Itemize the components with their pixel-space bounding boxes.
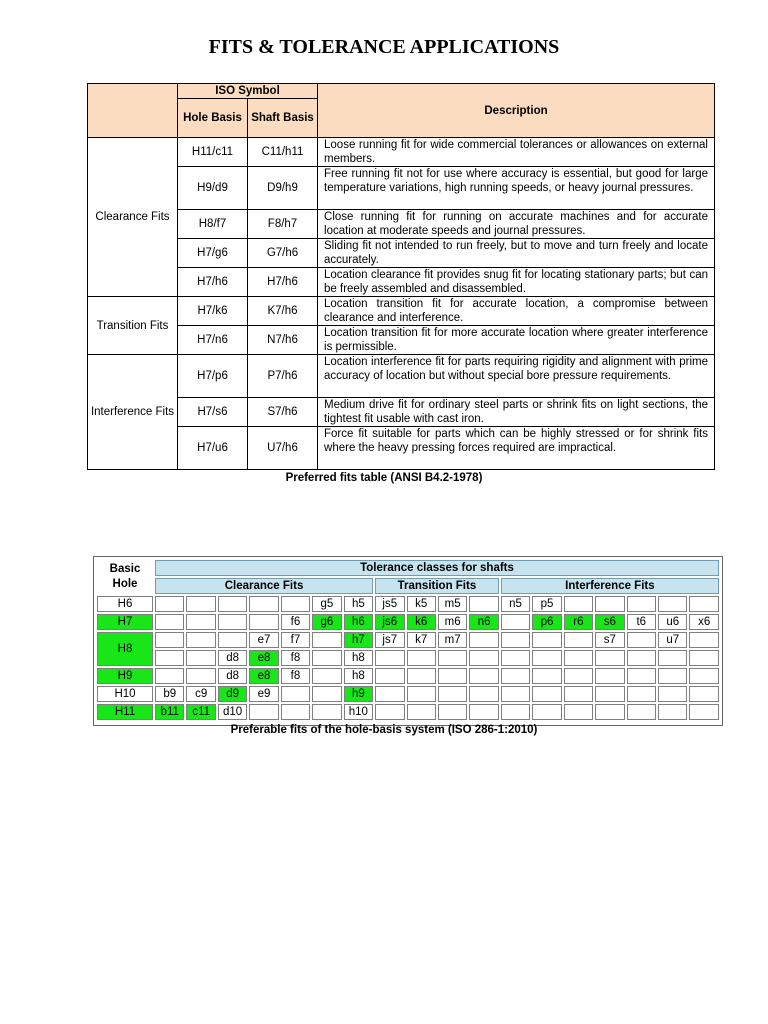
shaft-tolerance-cell xyxy=(281,704,310,720)
shaft-tolerance-cell: m5 xyxy=(438,596,467,612)
shaft-tolerance-cell: e9 xyxy=(249,686,278,702)
shaft-tolerance-cell xyxy=(564,632,593,648)
fit-row xyxy=(88,326,715,355)
shaft-tolerance-cell xyxy=(155,632,184,648)
shaft-tolerance-cell: e7 xyxy=(249,632,278,648)
shaft-tolerance-cell xyxy=(501,704,530,720)
shaft-tolerance-cell xyxy=(312,668,341,684)
shaft-tolerance-cell xyxy=(532,650,561,666)
basic-hole-cell: H11 xyxy=(97,704,153,720)
shaft-tolerance-cell xyxy=(312,686,341,702)
shaft-tolerance-cell xyxy=(532,632,561,648)
shaft-basis-code: D9/h9 xyxy=(248,167,318,210)
interference-fits-header: Interference Fits xyxy=(501,578,719,594)
shaft-tolerance-cell xyxy=(407,668,436,684)
shaft-tolerance-cell xyxy=(186,668,215,684)
shaft-tolerance-cell: d8 xyxy=(218,650,247,666)
shaft-tolerance-cell xyxy=(469,704,498,720)
shaft-tolerance-cell: f6 xyxy=(281,614,310,630)
shaft-tolerance-cell xyxy=(407,650,436,666)
fit-row xyxy=(88,239,715,268)
shaft-tolerance-cell xyxy=(689,650,719,666)
shaft-tolerance-cell xyxy=(689,668,719,684)
shaft-tolerance-cell xyxy=(595,704,624,720)
shaft-tolerance-cell: e8 xyxy=(249,668,278,684)
fit-description: Location transition fit for accurate location, a compromise between clearance and interference. xyxy=(318,297,715,326)
category-header xyxy=(88,84,178,138)
shaft-tolerance-cell xyxy=(249,704,278,720)
shaft-tolerance-cell xyxy=(438,668,467,684)
shaft-tolerance-cell: h10 xyxy=(344,704,373,720)
shaft-tolerance-cell: d9 xyxy=(218,686,247,702)
fit-description: Free running fit not for use where accuracy is essential, but good for large temperature variations, high running speeds, or heavy journal pressures. xyxy=(318,167,715,210)
shaft-basis-header: Shaft Basis xyxy=(248,99,318,138)
shaft-tolerance-cell xyxy=(595,668,624,684)
shaft-tolerance-cell xyxy=(249,614,278,630)
shaft-tolerance-cell xyxy=(186,596,215,612)
fit-description: Location clearance fit provides snug fit for locating stationary parts; but can be freely assembled and disassembled. xyxy=(318,268,715,297)
shaft-tolerance-cell xyxy=(595,650,624,666)
shaft-tolerance-cell: m6 xyxy=(438,614,467,630)
shaft-tolerance-cell xyxy=(155,668,184,684)
fit-row xyxy=(88,427,715,470)
shaft-tolerance-cell xyxy=(281,686,310,702)
shaft-tolerance-cell xyxy=(627,704,656,720)
shaft-tolerance-cell xyxy=(564,704,593,720)
shaft-tolerance-cell: u7 xyxy=(658,632,687,648)
clearance-fits-header: Clearance Fits xyxy=(155,578,373,594)
shaft-tolerance-cell: f8 xyxy=(281,650,310,666)
hole-row xyxy=(97,650,719,666)
shaft-tolerance-cell xyxy=(564,650,593,666)
shaft-tolerance-cell xyxy=(658,668,687,684)
shaft-tolerance-cell xyxy=(312,704,341,720)
hole-basis-code: H7/h6 xyxy=(178,268,248,297)
shaft-tolerance-cell xyxy=(186,614,215,630)
hole-basis-table xyxy=(95,558,721,722)
shaft-tolerance-cell xyxy=(532,704,561,720)
hole-row xyxy=(97,704,719,720)
shaft-tolerance-cell: js6 xyxy=(375,614,404,630)
fit-row xyxy=(88,355,715,398)
hole-basis-code: H7/n6 xyxy=(178,326,248,355)
shaft-tolerance-cell xyxy=(218,596,247,612)
fit-row xyxy=(88,210,715,239)
shaft-tolerance-cell xyxy=(564,596,593,612)
shaft-tolerance-cell xyxy=(375,668,404,684)
shaft-tolerance-cell xyxy=(501,632,530,648)
shaft-tolerance-cell: m7 xyxy=(438,632,467,648)
hole-basis-code: H7/p6 xyxy=(178,355,248,398)
hole-basis-caption: Preferable fits of the hole-basis system (ISO 286-1:2010) xyxy=(230,724,538,736)
shaft-tolerance-cell xyxy=(501,650,530,666)
fit-row xyxy=(88,297,715,326)
hole-basis-code: H7/s6 xyxy=(178,398,248,427)
shaft-tolerance-cell: g6 xyxy=(312,614,341,630)
shaft-tolerance-cell: e8 xyxy=(249,650,278,666)
fit-description: Medium drive fit for ordinary steel parts or shrink fits on light sections, the tightest fit usable with cast iron. xyxy=(318,398,715,427)
hole-row xyxy=(97,614,719,630)
shaft-tolerance-cell xyxy=(658,650,687,666)
shaft-tolerance-cell: d8 xyxy=(218,668,247,684)
hole-basis-code: H11/c11 xyxy=(178,138,248,167)
shaft-tolerance-cell xyxy=(595,686,624,702)
shaft-tolerance-cell xyxy=(186,632,215,648)
shaft-tolerance-cell xyxy=(155,596,184,612)
fit-description: Close running fit for running on accurate machines and for accurate location at moderate speeds and journal pressures. xyxy=(318,210,715,239)
fit-category: Clearance Fits xyxy=(88,138,178,297)
hole-basis-code: H7/g6 xyxy=(178,239,248,268)
shaft-tolerance-cell xyxy=(627,668,656,684)
shaft-tolerance-cell: p6 xyxy=(532,614,561,630)
shaft-basis-code: U7/h6 xyxy=(248,427,318,470)
shaft-tolerance-cell: s7 xyxy=(595,632,624,648)
shaft-tolerance-cell: js7 xyxy=(375,632,404,648)
shaft-tolerance-cell xyxy=(564,668,593,684)
hole-basis-code: H9/d9 xyxy=(178,167,248,210)
shaft-tolerance-cell: c11 xyxy=(186,704,215,720)
shaft-tolerance-cell xyxy=(501,668,530,684)
shaft-tolerance-cell: u6 xyxy=(658,614,687,630)
shaft-tolerance-cell xyxy=(595,596,624,612)
hole-row xyxy=(97,596,719,612)
basic-hole-cell: H6 xyxy=(97,596,153,612)
hole-row xyxy=(97,632,719,648)
fit-category: Interference Fits xyxy=(88,355,178,470)
shaft-tolerance-cell xyxy=(312,632,341,648)
fit-description: Force fit suitable for parts which can be highly stressed or for shrink fits where the heavy pressing forces required are impractical. xyxy=(318,427,715,470)
hole-basis-code: H7/u6 xyxy=(178,427,248,470)
shaft-tolerance-cell: h8 xyxy=(344,668,373,684)
shaft-tolerance-cell xyxy=(155,650,184,666)
shaft-basis-code: G7/h6 xyxy=(248,239,318,268)
shaft-tolerance-cell xyxy=(438,650,467,666)
shaft-tolerance-cell: h7 xyxy=(344,632,373,648)
fit-category: Transition Fits xyxy=(88,297,178,355)
shaft-tolerance-cell: r6 xyxy=(564,614,593,630)
shaft-basis-code: F8/h7 xyxy=(248,210,318,239)
shaft-tolerance-cell xyxy=(658,704,687,720)
shaft-tolerance-cell xyxy=(627,632,656,648)
shaft-tolerance-cell: d10 xyxy=(218,704,247,720)
shaft-tolerance-cell xyxy=(375,650,404,666)
shaft-tolerance-cell: h9 xyxy=(344,686,373,702)
shaft-tolerance-cell: k6 xyxy=(407,614,436,630)
basic-hole-cell: H10 xyxy=(97,686,153,702)
shaft-tolerance-cell xyxy=(532,668,561,684)
shaft-tolerance-cell: p5 xyxy=(532,596,561,612)
fit-row xyxy=(88,167,715,210)
hole-row xyxy=(97,668,719,684)
shaft-tolerance-cell: b9 xyxy=(155,686,184,702)
shaft-tolerance-cell: f8 xyxy=(281,668,310,684)
shaft-tolerance-cell xyxy=(281,596,310,612)
shaft-tolerance-cell xyxy=(438,686,467,702)
shaft-tolerance-cell xyxy=(689,704,719,720)
fit-row xyxy=(88,268,715,297)
hole-basis-code: H7/k6 xyxy=(178,297,248,326)
fits-table-caption: Preferred fits table (ANSI B4.2-1978) xyxy=(285,472,483,484)
shaft-tolerance-cell xyxy=(407,704,436,720)
shaft-tolerance-cell: b11 xyxy=(155,704,184,720)
tolerance-classes-header: Tolerance classes for shafts xyxy=(155,560,719,576)
shaft-basis-code: K7/h6 xyxy=(248,297,318,326)
shaft-tolerance-cell: f7 xyxy=(281,632,310,648)
shaft-tolerance-cell xyxy=(218,614,247,630)
shaft-tolerance-cell: h5 xyxy=(344,596,373,612)
shaft-tolerance-cell xyxy=(438,704,467,720)
fit-description: Location interference fit for parts requiring rigidity and alignment with prime accuracy of location but without special bore pressure requirements. xyxy=(318,355,715,398)
shaft-tolerance-cell xyxy=(627,596,656,612)
basic-hole-header: Basic Hole xyxy=(97,560,153,594)
shaft-basis-code: H7/h6 xyxy=(248,268,318,297)
shaft-tolerance-cell xyxy=(689,632,719,648)
shaft-tolerance-cell: k5 xyxy=(407,596,436,612)
shaft-tolerance-cell xyxy=(407,686,436,702)
shaft-tolerance-cell xyxy=(469,632,498,648)
shaft-tolerance-cell xyxy=(627,686,656,702)
shaft-tolerance-cell xyxy=(532,686,561,702)
shaft-tolerance-cell xyxy=(186,650,215,666)
fit-row xyxy=(88,398,715,427)
shaft-tolerance-cell: k7 xyxy=(407,632,436,648)
fit-row xyxy=(88,138,715,167)
iso-symbol-header: ISO Symbol xyxy=(178,84,318,99)
shaft-basis-code: C11/h11 xyxy=(248,138,318,167)
description-header: Description xyxy=(318,84,715,138)
shaft-tolerance-cell: n6 xyxy=(469,614,498,630)
shaft-tolerance-cell xyxy=(469,686,498,702)
shaft-tolerance-cell xyxy=(501,614,530,630)
shaft-tolerance-cell xyxy=(469,650,498,666)
shaft-tolerance-cell xyxy=(689,686,719,702)
shaft-tolerance-cell xyxy=(375,686,404,702)
shaft-basis-code: N7/h6 xyxy=(248,326,318,355)
shaft-tolerance-cell xyxy=(155,614,184,630)
shaft-tolerance-cell xyxy=(375,704,404,720)
shaft-tolerance-cell xyxy=(658,596,687,612)
shaft-tolerance-cell: c9 xyxy=(186,686,215,702)
shaft-basis-code: S7/h6 xyxy=(248,398,318,427)
shaft-tolerance-cell xyxy=(658,686,687,702)
shaft-tolerance-cell: s6 xyxy=(595,614,624,630)
shaft-tolerance-cell: h6 xyxy=(344,614,373,630)
shaft-tolerance-cell: js5 xyxy=(375,596,404,612)
fit-description: Loose running fit for wide commercial tolerances or allowances on external members. xyxy=(318,138,715,167)
basic-hole-cell: H7 xyxy=(97,614,153,630)
shaft-tolerance-cell: n5 xyxy=(501,596,530,612)
hole-basis-code: H8/f7 xyxy=(178,210,248,239)
shaft-tolerance-cell: x6 xyxy=(689,614,719,630)
shaft-tolerance-cell xyxy=(689,596,719,612)
shaft-tolerance-cell xyxy=(564,686,593,702)
preferred-fits-table xyxy=(87,83,715,470)
shaft-tolerance-cell xyxy=(627,650,656,666)
shaft-tolerance-cell xyxy=(469,596,498,612)
fit-description: Sliding fit not intended to run freely, but to move and turn freely and locate accurately. xyxy=(318,239,715,268)
shaft-tolerance-cell xyxy=(469,668,498,684)
basic-hole-cell: H8 xyxy=(97,632,153,666)
hole-row xyxy=(97,686,719,702)
shaft-tolerance-cell xyxy=(312,650,341,666)
shaft-tolerance-cell: g5 xyxy=(312,596,341,612)
hole-basis-table-frame xyxy=(93,556,723,726)
shaft-tolerance-cell: h8 xyxy=(344,650,373,666)
page-title: FITS & TOLERANCE APPLICATIONS xyxy=(208,36,560,58)
shaft-tolerance-cell xyxy=(501,686,530,702)
fit-description: Location transition fit for more accurate location where greater interference is permissible. xyxy=(318,326,715,355)
shaft-tolerance-cell: t6 xyxy=(627,614,656,630)
hole-basis-header: Hole Basis xyxy=(178,99,248,138)
basic-hole-cell: H9 xyxy=(97,668,153,684)
shaft-tolerance-cell xyxy=(249,596,278,612)
shaft-tolerance-cell xyxy=(218,632,247,648)
transition-fits-header: Transition Fits xyxy=(375,578,499,594)
shaft-basis-code: P7/h6 xyxy=(248,355,318,398)
